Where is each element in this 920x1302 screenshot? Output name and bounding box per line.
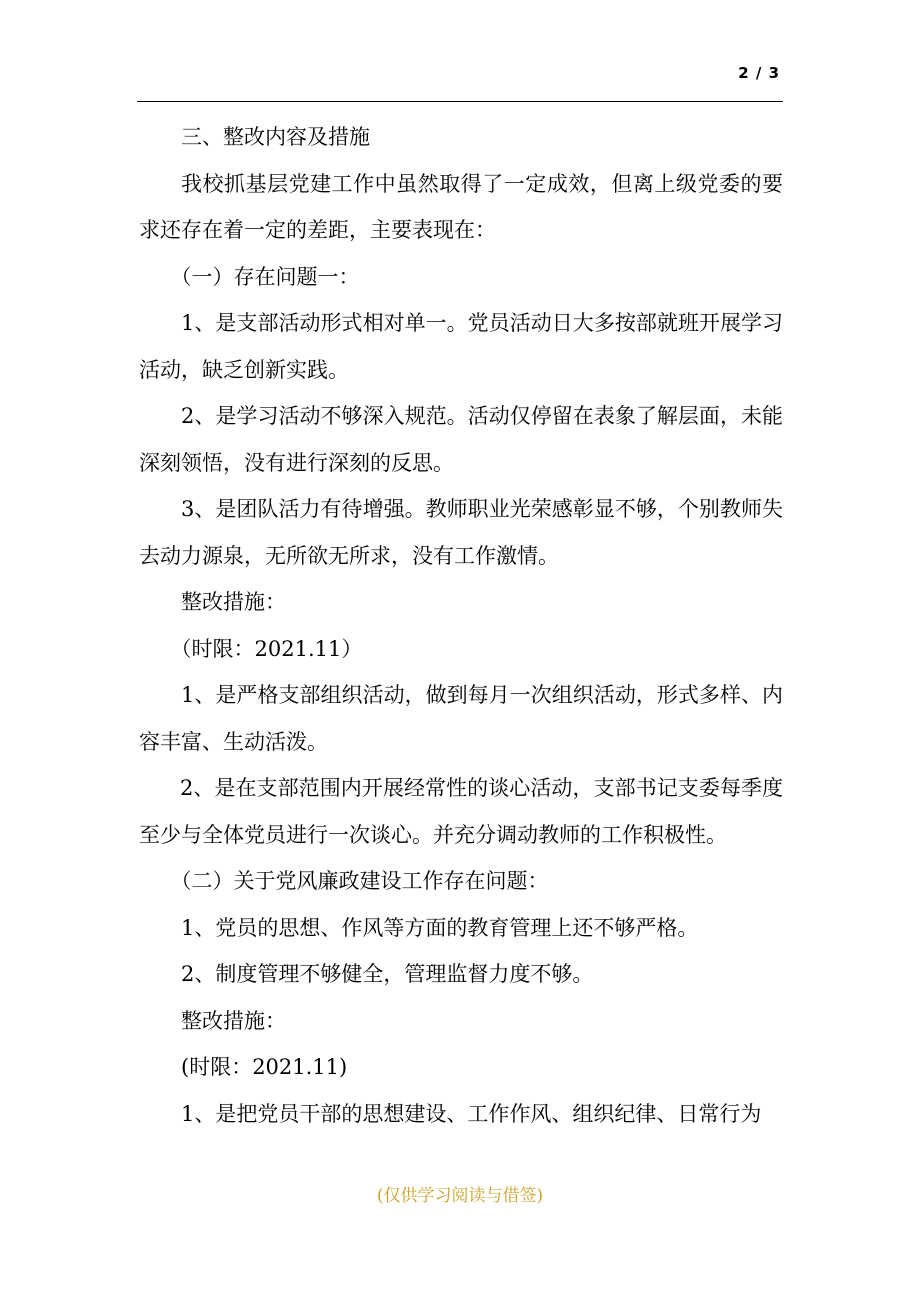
problem-two-heading: （二）关于党风廉政建设工作存在问题： — [170, 869, 549, 893]
footer-note: (仅供学习阅读与借签) — [376, 1186, 544, 1206]
page-number: 2 / 3 — [738, 64, 780, 82]
problem-item-2: 2、是学习活动不够深入规范。活动仅停留在表象了解层面，未能深刻领悟，没有进行深刻的反思。 — [139, 404, 783, 475]
section-heading: 三、整改内容及措施 — [181, 125, 370, 149]
deadline-2: (时限：2021.11) — [181, 1055, 348, 1079]
measure-two-item-1: 1、是把党员干部的思想建设、工作作风、组织纪律、日常行为 — [181, 1101, 762, 1126]
problem-one-heading: （一）存在问题一： — [170, 264, 360, 289]
measures-heading-1: 整改措施： — [181, 590, 286, 614]
problem-item-1: 1、是支部活动形式相对单一。党员活动日大多按部就班开展学习活动，缺乏创新实践。 — [139, 311, 783, 382]
problem-item-3: 3、是团队活力有待增强。教师职业光荣感彰显不够，个别教师失去动力源泉，无所欲无所求，没有工作激情。 — [139, 497, 783, 568]
measures-heading-2: 整改措施： — [181, 1008, 286, 1033]
problem-two-item-1: 1、党员的思想、作风等方面的教育管理上还不够严格。 — [181, 915, 699, 940]
document-body — [139, 114, 783, 1137]
header-divider — [137, 101, 783, 102]
problem-two-item-2: 2、制度管理不够健全，管理监督力度不够。 — [181, 962, 594, 986]
measure-item-1: 1、是严格支部组织活动，做到每月一次组织活动，形式多样、内容丰富、生动活泼。 — [139, 683, 783, 754]
intro-paragraph: 我校抓基层党建工作中虽然取得了一定成效，但离上级党委的要求还存在着一定的差距，主要表现在： — [139, 171, 783, 242]
measure-item-2: 2、是在支部范围内开展经常性的谈心活动，支部书记支委每季度至少与全体党员进行一次谈心。并充分调动教师的工作积极性。 — [139, 776, 783, 847]
deadline-1: （时限：2021.11） — [170, 636, 363, 661]
